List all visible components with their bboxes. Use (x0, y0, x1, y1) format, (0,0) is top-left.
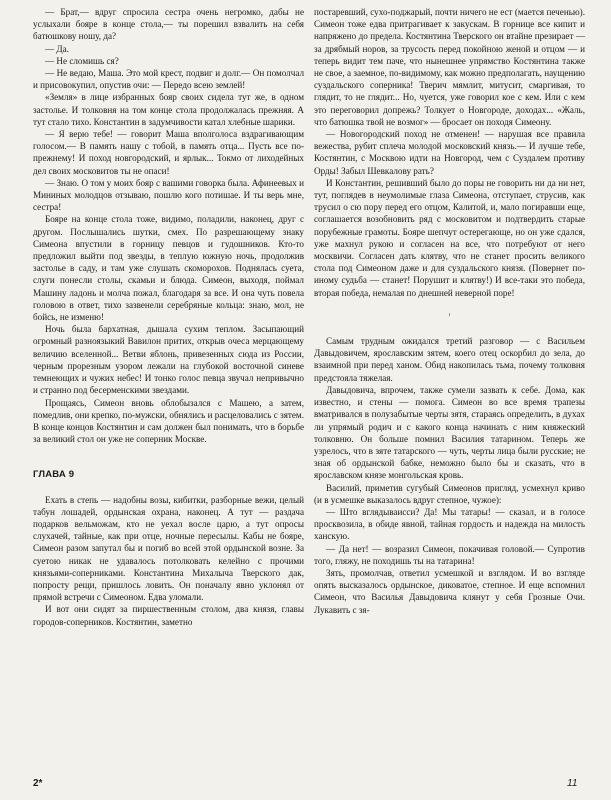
left-column (33, 6, 304, 628)
paragraph (314, 6, 585, 128)
paragraph: — Я верю тебе! — говорит Маша вполголоса вздрагивающим голосом.— В память нашу с тобой, в память отца... Пусть все по-прежнему! И поход новгородский, и ярлык... Токмо от лиходейных дел своих московитов ты не опаси! (33, 129, 304, 176)
paragraph: — Новогородский поход не отменен! — нарушая все правила вежества, рубит сплеча молодой московский князь.— И лучше тебе, Костянтин, с Москвою идти на Новгород, чем с Суздалем противу Орды! Забыл Шевкалову рать? (314, 129, 585, 176)
paragraph: — Да. (45, 43, 69, 54)
paragraph: И Константин, решивший было до поры не говорить ни да ни нет, тут, поглядев в неумолимые глаза Симеона, отступает, струсив, как трусил о сю пору перед его отцом, Калитой, и, мало погиравши еще, соглашается возобновить ряд с московитом и подтвердить старые порубежные грамоты. Бояре шепчут остерегающе, но он уже сдался, уже махнул рукою и согласен на все, что потребуют от него москвичи. Согласен дать клятву, что не станет просить великого стола под Симеоном даже и для суздальского князя. (Повернет по-иному судьба — станет! Порушит и клятву!) И все-таки это победа, вторая победа, немалая по днешней неверной поре! (314, 177, 585, 298)
chapter-heading: ГЛАВА 9 (33, 469, 75, 481)
paragraph: — Знаю. О том у моих бояр с вашими говорка была. Афинеевых и Мининых молодцов отзываю, пошлю кого потишае. И ты верь мне, сестра! (33, 177, 304, 213)
paragraph-text: постаревший, сухо-поджарый, почти ничего не ест (мается печенью). Симеон тоже едва притрагивает к закускам. В горнице все кипит и напряжено до предела. Костянтина Тверского он втайне презирает — за дрябмый норов, за трусость перед покойною женой и отцом — и теперь видит тем паче, что нынешнее упрямство Костянтина также не свое, а заемное, по-видимому, как можно предполагать, наущению суздальского соперника! Тверич мямлит, митусит, смаргивая, то глядит, то не глядит... Но, чуется, уже говорил кое с кем. Или с кем это переговорил допрежь? Толкует о Новгороде, доходах... (314, 7, 585, 115)
paragraph: Ночь была бархатная, дышала сухим теплом. Засыпающий огромный разноязыкий Вавилон притих, открыв очеса мерцающему величию вселенной... Ветви яблонь, привезенных сюда из России, черным прорезным узором лежали на глубокой восточной синеве темнеющих и чужих небес! И тонко голос певца звучал непривычно и странно под бесерменскими звездами. (33, 324, 304, 396)
page-number: 11 (567, 778, 578, 789)
paragraph: Зять, промолчав, ответил усмешкой и взглядом. И во взгляде опять высказалось ордынское, диковатое, степное. И еще вспомнил Симеон, что Василья Давыдовича клянут у себя Грозные Очи. Лукавить с зя- (314, 567, 585, 615)
paragraph: «Земля» в лице избранных бояр своих сидела тут же, в одном застолье. И толковня на том конце стола продолжалась прежняя. А тут стало тихо. Константин в задумчивости катал хлебные шарики. (33, 92, 304, 127)
page-signature: 2* (33, 778, 43, 789)
paragraph: — Не сломишь ся? (45, 55, 119, 66)
paragraph: И вот они сидят за пиршественным столом, два князя, главы городов-соперников. Костянтин, заметно (33, 604, 304, 627)
quoted-remark: «Жаль, что батюшка твой не возмог» (314, 104, 585, 127)
paragraph: Самым трудным ожидался третий разговор — с Васильем Давыдовичем, ярославским зятем, коего отец оскорбил до зела, до взаимной при перед ханом. Обид накопилась тьма, почему толковня предстояла тяжелая. (314, 336, 585, 383)
section-separator: ꞌ (448, 311, 451, 322)
paragraph: — Брат,— вдруг спросила сестра очень негромко, дабы не услыхали бояре в конце стола,— ты порешил взвалить на себя батюшкову ношу, да? (33, 7, 304, 42)
paragraph: Давыдовича, впрочем, также сумели зазвать к себе. Дома, как известно, и стены — помога. Симеон во все время трапезы вматривался в полузабытые черты зятя, стараясь определить, в духах ли упрямый родич и с какого конца начинать с ним княжеский толковню. Он больше помнил Василия татарином. Теперь же узрелось, что в зяте татарского — чуть, черты лица были русские; не зная об ордынской бабке, неможно было бы и сказать, что в ярославском князе монгольская кровь. (314, 384, 585, 481)
paragraph: Бояре на конце стола тоже, видимо, поладили, наконец, друг с другом. Послышались шутки, смех. По разрешающему знаку Симеона впустили в горницу певцов и гудошников. Кто-то предложил выйти под звезды, в теплую южную ночь, продолжив застолье в саду, и там уже слушать скоморохов. Поднялась суета, слуги понесли столы, скамьи и блюда. Симеон, выходя, поймал Машину ладонь и молча пожал, благодаря за все. И она чуть повела головою в ответ, тихо зазвенели серебряные кольца: знаю, мол, не бойсь, не изменю! (33, 214, 304, 323)
paragraph: Василий, приметив сугубый Симеонов пригляд, усмехнул криво (и в усмешке выказалось вдруг степное, чужое): (314, 482, 585, 505)
paragraph: — Не ведаю, Маша. Это мой крест, подвиг и долг.— Он помолчал и присовокупил, опустив очи: — Передо всею землей! (33, 68, 304, 91)
paragraph: — Што вглядываисси? Да! Мы татары! — сказал, и в голосе просквозила, в обиде явной, тайная гордость и надежда на милость ханскую. (314, 506, 585, 542)
right-column (314, 6, 585, 616)
paragraph: Прощаясь, Симеон вновь облобызался с Машею, а затем, помедлив, они крепко, по-мужски, обнялись и расцеловались с зятем. В конце концов Костянтин и сам должен был понимать, что в борьбе за великий стол он уже не соперник Москве. (33, 397, 304, 445)
paragraph-text-end: — бросает он походя Симеону. (430, 116, 552, 127)
paragraph: Ехать в степь — надобны возы, кибитки, разборные вежи, целый табун лошадей, ордынская охрана, наконец. А тут — раздача подарков вельможам, кто не уехал восле царю, а тут опросы слухачей, тайные, как при отце, ночные пересылы. Кабы не бояре, Симеон разом запутал бы и погиб во всей этой ордынской возне. За суетою никак не удавалось потолковать келейно с прочими князьями-соперниками. Константина Михалыча Тверского дак, попросту рещи, пришлось ловить. Он поначалу явно уклонял от прямой встречи с Симеоном. Едва уломали. (33, 494, 304, 603)
paragraph: — Да нет! — возразил Симеон, покачивая головой.— Супротив того, гляжу, не походишь ты на татарина! (314, 543, 585, 566)
